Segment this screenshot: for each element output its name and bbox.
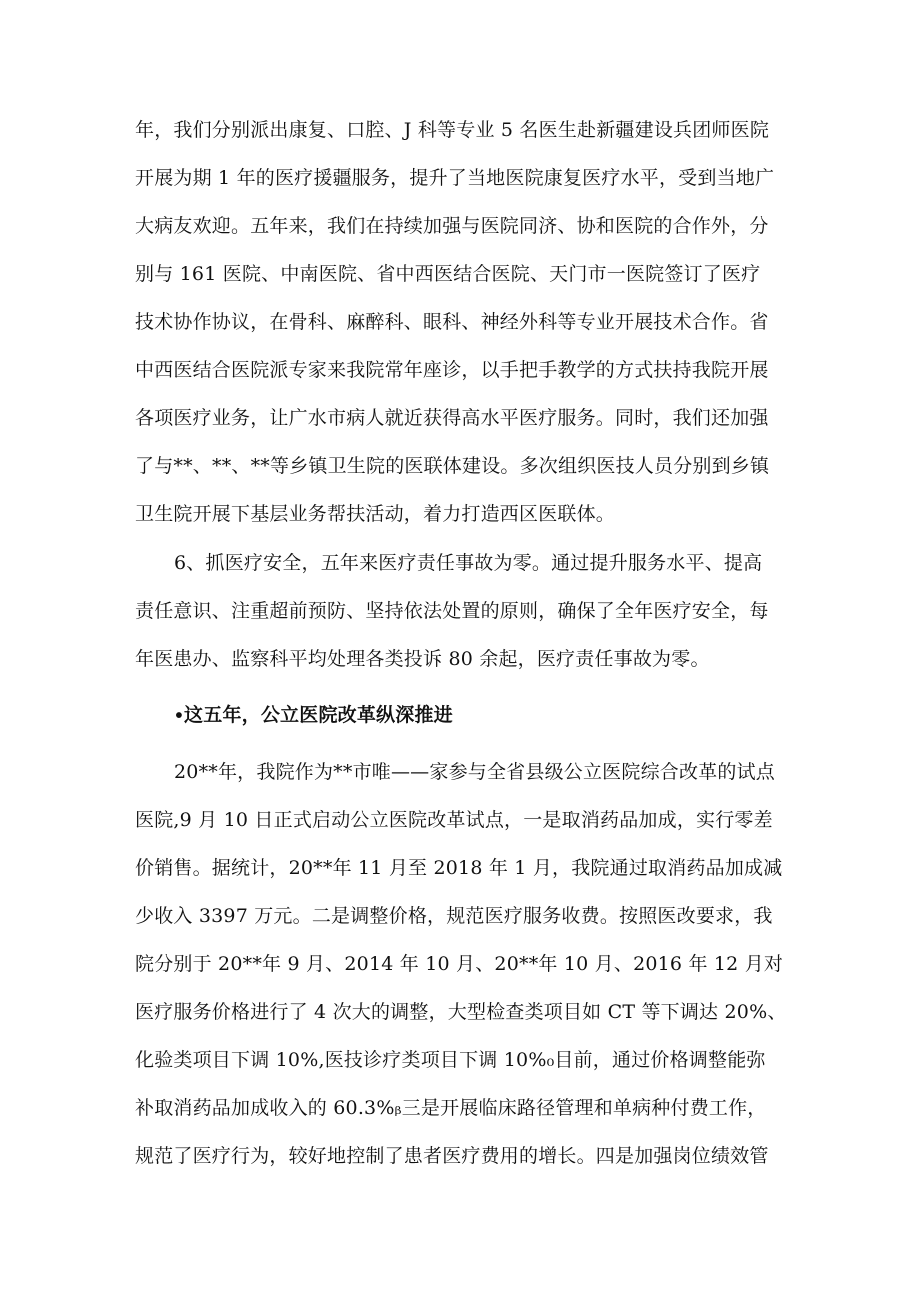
text-line: 年，我们分别派出康复、口腔、J 科等专业 5 名医生赴新疆建设兵团师医院: [135, 119, 770, 141]
text-line: 中西医结合医院派专家来我院常年座诊，以手把手教学的方式扶持我院开展: [135, 359, 769, 381]
text-line: 大病友欢迎。五年来，我们在持续加强与医院同济、协和医院的合作外，分: [135, 215, 769, 237]
text-line: 了与**、**、**等乡镇卫生院的医联体建设。多次组织医技人员分别到乡镇: [135, 455, 770, 477]
text-line: 卫生院开展下基层业务帮扶活动，着力打造西区医联体。: [135, 503, 616, 525]
paragraph-first-line: 20**年，我院作为**市唯——家参与全省县级公立医院综合改革的试点: [174, 761, 775, 783]
text-line: 规范了医疗行为，较好地控制了患者医疗费用的增长。四是加强岗位绩效管: [135, 1145, 769, 1167]
text-line: 责任意识、注重超前预防、坚持依法处置的原则，确保了全年医疗安全，每: [135, 600, 769, 622]
text-line: 各项医疗业务，让广水市病人就近获得高水平医疗服务。同时，我们还加强: [135, 407, 769, 429]
text-line: 价销售。据统计，20**年 11 月至 2018 年 1 月，我院通过取消药品加成减: [135, 857, 783, 879]
text-line: 年医患办、监察科平均处理各类投诉 80 余起，医疗责任事故为零。: [135, 648, 710, 670]
text-line: 开展为期 1 年的医疗援疆服务，提升了当地医院康复医疗水平，受到当地广: [135, 167, 775, 189]
section-heading: ∙这五年，公立医院改革纵深推进: [174, 704, 453, 726]
text-line: 别与 161 医院、中南医院、省中西医结合医院、天门市一医院签订了医疗: [135, 263, 761, 285]
text-line: 补取消药品加成收入的 60.3%ᵦ三是开展临床路径管理和单病种付费工作，: [135, 1097, 767, 1119]
paragraph-first-line: 6、抓医疗安全，五年来医疗责任事故为零。通过提升服务水平、提高: [174, 552, 763, 574]
text-line: 化验类项目下调 10%,医技诊疗类项目下调 10%₀目前，通过价格调整能弥: [135, 1049, 766, 1071]
text-line: 技术协作协议，在骨科、麻醉科、眼科、神经外科等专业开展技术合作。省: [135, 311, 769, 333]
text-line: 少收入 3397 万元。二是调整价格，规范医疗服务收费。按照医改要求，我: [135, 905, 773, 927]
text-line: 医疗服务价格进行了 4 次大的调整，大型检查类项目如 CT 等下调达 20%、: [135, 1001, 787, 1023]
text-line: 院分别于 20**年 9 月、2014 年 10 月、20**年 10 月、2016 年 12 月对: [135, 953, 784, 975]
text-line: 医院,9 月 10 日正式启动公立医院改革试点，一是取消药品加成，实行零差: [135, 809, 773, 831]
